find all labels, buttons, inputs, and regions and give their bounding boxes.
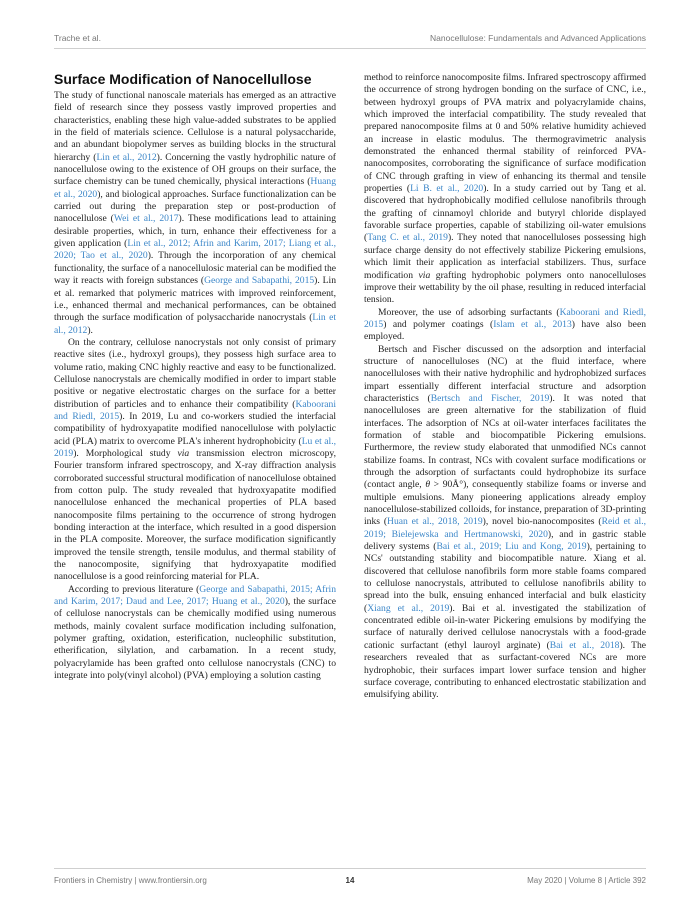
citation-link[interactable]: Huang et al., 2020	[54, 176, 336, 200]
citation-link[interactable]: Lin et al., 2012; Afrin and Karim, 2017; Liang et al., 2020; Tao et al., 2020	[54, 238, 336, 262]
header-rule	[54, 48, 646, 49]
running-header-authors: Trache et al.	[54, 33, 101, 43]
italic-text: via	[418, 269, 431, 281]
citation-link[interactable]: Li B. et al., 2020	[410, 183, 484, 195]
footer-rule	[54, 868, 646, 869]
paragraph: Moreover, the use of adsorbing surfactants (Kaboorani and Riedl, 2015) and polymer coatings (Islam et al., 2013) have also been employed.	[364, 306, 646, 343]
paragraph: According to previous literature (George and Sabapathi, 2015; Afrin and Karim, 2017; Daud and Lee, 2017; Huang et al., 2020), the surface of cellulose nanocrystals can be chemically modified using numerous methods, mainly covalent surface modification including sulfonation, polymer grafting, oxidation, esterification, nucleophilic substitution, etherification, silylation, and carbamation. In a recent study, polyacrylamide has been grafted onto cellulose nanocrystals (CNC) to integrate into poly(vinyl alcohol) (PVA) employing a solution casting	[54, 583, 336, 682]
citation-link[interactable]: Bertsch and Fischer, 2019	[430, 392, 550, 404]
footer-journal: Frontiers in Chemistry | www.frontiersin.org	[54, 876, 207, 885]
citation-link[interactable]: Wei et al., 2017	[113, 213, 179, 225]
paragraph: The study of functional nanoscale materials has emerged as an attractive field of research since they possess vastly improved properties and characteristics, enabling these high value-added substrates to be applied in the field of materials science. Cellulose is a natural polysaccharide, and an abundant biopolymer serves as building blocks in the structural hierarchy (Lin et al., 2012). Concerning the vastly hydrophilic nature of nanocellulose owing to the existence of OH groups on their surface, the surface chemistry can be tuned chemically, physical interactions (Huang et al., 2020), and biological approaches. Surface functionalization can be carried out during the preparation step or post-production of nanocellulose (Wei et al., 2017). These modifications lead to attaining desirable properties, which, in turn, enhance their effectiveness for a given application (Lin et al., 2012; Afrin and Karim, 2017; Liang et al., 2020; Tao et al., 2020). Through the incorporation of any chemical functionality, the surface of a nanocellulosic material can be modified the way it reacts with foreign substances (George and Sabapathi, 2015). Lin et al. remarked that polymeric matrices with improved reinforcement, i.e., enhanced thermal and mechanical performances, can be obtained through the surface modification of polysaccharide nanocrystals (Lin et al., 2012).	[54, 90, 337, 336]
citation-link[interactable]: Xiang et al., 2019	[367, 602, 450, 614]
citation-link[interactable]: Lin et al., 2012	[96, 151, 157, 163]
citation-link[interactable]: Lu et al., 2019	[54, 435, 336, 459]
citation-link[interactable]: Kaboorani and Riedl, 2015	[364, 306, 646, 330]
right-column	[364, 72, 646, 702]
citation-link[interactable]: George and Sabapathi, 2015	[204, 275, 315, 287]
citation-link[interactable]: Tang C. et al., 2019	[367, 232, 448, 244]
citation-link[interactable]: Reid et al., 2019; Bielejewska and Hertmanowski, 2020	[364, 516, 647, 540]
left-column	[54, 72, 336, 683]
citation-link[interactable]: George and Sabapathi, 2015; Afrin and Karim, 2017; Daud and Lee, 2017; Huang et al., 2020	[54, 583, 336, 608]
footer-issue: May 2020 | Volume 8 | Article 392	[527, 876, 646, 885]
italic-text: θ	[425, 479, 431, 491]
paragraph: Bertsch and Fischer discussed on the adsorption and interfacial structure of nanocelluloses (NC) at the fluid interface, where nanocelluloses with their native hydrophilic and hydrophobized surfaces impart essentially different interfacial structure and adsorption characteristics (Bertsch and Fischer, 2019). It was noted that nanocelluloses are green alternative for the stabilization of fluid interfaces. The adsorption of NCs at oil-water interfaces facilitates the formation of stable and biocompatible Pickering emulsions. Furthermore, the review study elaborated that unmodified NCs cannot stabilize foams. In contrast, NCs with covalent surface modifications or through the adsorption of surfactants could hydrophobize its surface (contact angle, θ > 90Å°), consequently stabilize foams or inverse and multiple emulsions. Many pioneering applications already employ nanocellulose-stabilized colloids, for instance, preparation of 3D-printing inks (Huan et al., 2018, 2019), novel bio-nanocomposites (Reid et al., 2019; Bielejewska and Hertmanowski, 2020), and in gastric stable delivery systems (Bai et al., 2019; Liu and Kong, 2019), pertaining to NCs' outstanding stability and biocompatible nature. Xiang et al. discovered that cellulose nanofibrils form more stable foams compared to cellulose nanocrystals, attributed to cellulose nanofibrils ability to spread into the bulk, ensuing enhanced interfacial and bulk elasticity (Xiang et al., 2019). Bai et al. investigated the stabilization of concentrated edible oil-in-water Pickering emulsions by modifying the surface of naturally derived cellulose nanocrystals with a food-grade cationic surfactant (ethyl lauroyl arginate) (Bai et al., 2018). The researchers revealed that as surfactant-covered NCs are more hydrophobic, their surfaces impart lower surface tension and higher surface coverage, contributing to enhanced electrostatic stabilization and emulsifying ability.	[364, 343, 647, 701]
citation-link[interactable]: Islam et al., 2013	[493, 318, 572, 330]
citation-link[interactable]: Kaboorani and Riedl, 2015	[54, 398, 336, 422]
paragraph: method to reinforce nanocomposite films. Infrared spectroscopy affirmed the occurrence of strong hydrogen bonding on the surface of CNC, i.e., between hydroxyl groups of PVA matrix and polyacrylamide chains, which improved the interfacial compatibility. The study revealed that prepared nanocomposite films at 0 and 50% relative humidity achieved an increase in elastic modulus. The thermogravimetric analysis demonstrated the enhanced thermal stability of reinforced PVA-nanocomposites, corroborating the significance of surface modification of CNC through grafting in view of enhancing its thermal and tensile properties (Li B. et al., 2020). In a study carried out by Tang et al. discovered that hydrophobically modified cellulose nanofibrils through the grafting of cinnamoyl chloride and butyryl chloride displayed favorable surface properties, capable of stabilizing oil-water emulsions (Tang C. et al., 2019). They noted that nanocelluloses possessing high surface charge density do not effectively stabilize Pickering emulsions, which limit their application as interfacial stabilizers. Thus, surface modification via grafting hydrophobic polymers onto nanocelluloses improve their wettability by the oil phase, resulting in reduced interfacial tension.	[364, 72, 647, 306]
citation-link[interactable]: Bai et al., 2018	[549, 639, 620, 651]
citation-link[interactable]: Bai et al., 2019; Liu and Kong, 2019	[436, 541, 587, 553]
section-heading: Surface Modification of Nanocellullose	[54, 71, 312, 87]
italic-text: via	[177, 447, 190, 459]
citation-link[interactable]: Huan et al., 2018, 2019	[387, 516, 483, 528]
page-number: 14	[345, 876, 355, 885]
running-header-title: Nanocellulose: Fundamentals and Advanced Applications	[430, 33, 646, 43]
citation-link[interactable]: Lin et al., 2012	[54, 312, 337, 336]
paragraph: On the contrary, cellulose nanocrystals not only consist of primary reactive sites (i.e., hydroxyl groups), they possess high surface area to volume ratio, making CNC highly reactive and easy to be functionalized. Cellulose nanocrystals are chemically modified in order to impart stable positive or negative electrostatic charges on the surface for a better distribution of particles and to enhance their compatibility (Kaboorani and Riedl, 2015). In 2019, Lu and co-workers studied the interfacial compatibility of hydroxyapatite modified nanocellulose with polylactic acid (PLA) matrix to overcome PLA's inherent hydrophobicity (Lu et al., 2019). Morphological study via transmission electron microscopy, Fourier transform infrared spectroscopy, and X-ray diffraction analysis corroborated successful structural modification of nanocellulose obtained from cotton pulp. The study revealed that hydroxyapatite modified nanocellulose enhanced the mechanical properties of PLA based nanocomposite films pertaining to the occurrence of strong hydrogen bonding interaction at the interface, which resulted in a good dispersion in the PLA composite. Moreover, the surface modification significantly improved the tensile strength, tensile modulus, and thermal stability of the nanocomposite, signifying that hydroxyapatite modified nanocellulose is a good reinforcing material for PLA.	[54, 336, 336, 583]
